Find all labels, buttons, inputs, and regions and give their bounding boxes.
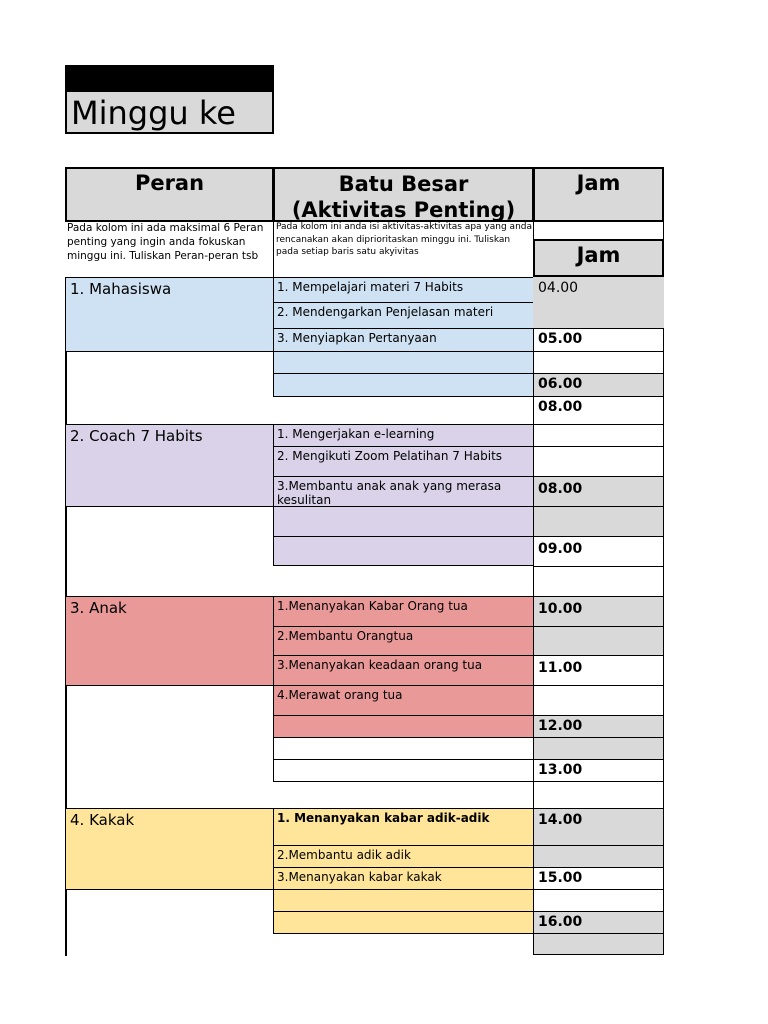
time-slot: 11.00	[533, 655, 664, 686]
activity-coach-5	[273, 536, 534, 566]
time-slot: 12.00	[533, 715, 664, 738]
time-slot-empty	[533, 351, 664, 374]
role-mahasiswa: 1. Mahasiswa	[65, 277, 274, 352]
time-slot: 10.00	[533, 596, 664, 627]
activity-coach-3: 3.Membantu anak anak yang merasa kesulitan	[273, 476, 534, 507]
activity-mahasiswa-3: 3. Menyiapkan Pertanyaan	[273, 328, 534, 352]
time-slot: 08.00	[533, 476, 664, 507]
activity-coach-4	[273, 506, 534, 537]
activity-kakak-1: 1. Menanyakan kabar adik-adik	[273, 808, 534, 846]
activity-blank	[273, 737, 534, 760]
header-peran	[65, 167, 274, 222]
header-jam	[533, 167, 664, 222]
time-slot: 08.00	[533, 396, 664, 425]
header-peran-label: Peran	[134, 171, 205, 195]
page-title: Minggu ke	[71, 94, 236, 132]
peran-description: Pada kolom ini ada maksimal 6 Peran penting yang ingin anda fokuskan minggu ini. Tuliskan Peran-peran tsb	[67, 222, 264, 262]
time-slot: 06.00	[533, 373, 664, 397]
header-batu-besar	[273, 167, 534, 222]
time-slot-empty	[533, 889, 664, 912]
time-slot-empty	[533, 781, 664, 809]
activity-mahasiswa-2: 2. Mendengarkan Penjelasan materi	[273, 302, 534, 329]
header-batu-besar-line2: (Aktivitas Penting)	[291, 198, 516, 222]
role-kakak: 4. Kakak	[65, 808, 274, 890]
role-anak: 3. Anak	[65, 596, 274, 686]
activity-anak-5	[273, 715, 534, 738]
activity-mahasiswa-4	[273, 351, 534, 374]
activity-anak-1: 1.Menanyakan Kabar Orang tua	[273, 596, 534, 627]
activity-kakak-3: 3.Menanyakan kabar kakak	[273, 867, 534, 890]
header-jam-2	[533, 239, 664, 277]
time-slot-empty	[533, 933, 664, 955]
activity-anak-2: 2.Membantu Orangtua	[273, 626, 534, 656]
activity-blank	[273, 759, 534, 782]
activity-mahasiswa-5	[273, 373, 534, 397]
time-slot-empty	[533, 424, 664, 447]
time-slot-empty	[533, 845, 664, 868]
title-bar	[65, 65, 274, 93]
time-slot-empty	[533, 446, 664, 477]
role-coach: 2. Coach 7 Habits	[65, 424, 274, 507]
activity-kakak-5	[273, 911, 534, 934]
header-batu-besar-line1: Batu Besar	[338, 172, 469, 196]
time-slot: 04.00	[533, 277, 664, 329]
time-slot: 15.00	[533, 867, 664, 890]
time-slot: 14.00	[533, 808, 664, 846]
activity-coach-1: 1. Mengerjakan e-learning	[273, 424, 534, 447]
time-slot: 05.00	[533, 328, 664, 352]
activity-anak-3: 3.Menanyakan keadaan orang tua	[273, 655, 534, 686]
role-blank-1	[65, 351, 274, 425]
header-jam-label: Jam	[576, 171, 621, 195]
activity-kakak-2: 2.Membantu adik adik	[273, 845, 534, 868]
time-slot-empty	[533, 626, 664, 656]
time-slot: 16.00	[533, 911, 664, 934]
batu-besar-description: Pada kolom ini anda isi aktivitas-aktivitas apa yang anda rencanakan akan diprioritaskan minggu ini. Tuliskan pada setiap baris satu akyivitas	[273, 221, 534, 278]
jam-blank-cell	[533, 221, 664, 240]
time-slot: 09.00	[533, 536, 664, 567]
time-slot-empty	[533, 685, 664, 716]
week-title-box	[65, 92, 274, 134]
activity-coach-2: 2. Mengikuti Zoom Pelatihan 7 Habits	[273, 446, 534, 477]
activity-kakak-4	[273, 889, 534, 912]
activity-anak-4: 4.Merawat orang tua	[273, 685, 534, 716]
time-slot-empty	[533, 737, 664, 760]
time-slot-empty	[533, 506, 664, 537]
time-slot: 13.00	[533, 759, 664, 782]
header-jam2-label: Jam	[576, 243, 621, 267]
activity-mahasiswa-1: 1. Mempelajari materi 7 Habits	[273, 277, 534, 303]
time-slot-empty	[533, 566, 664, 597]
